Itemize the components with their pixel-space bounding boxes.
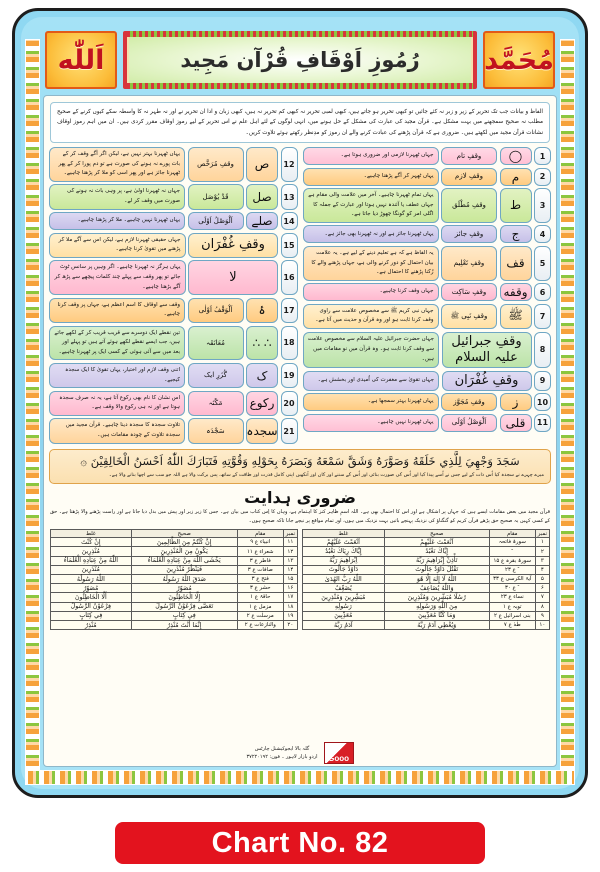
title-plate [123, 31, 477, 89]
waqf-symbol-description: یہاں ٹھہرنا جائز ہے اور نہ ٹھہرنا بھی جائز ہے۔ [303, 225, 439, 243]
symbol-row [303, 246, 552, 281]
surah-number: ۱۴ [283, 565, 297, 574]
waqf-symbol-name: وقفِ غُفْرَان [188, 233, 278, 258]
muhammad-calligraphy: مُحَمَّد [483, 31, 555, 89]
table-row [303, 538, 550, 547]
incorrect-recitation: دَاوُدُ جَالُوتَ [303, 565, 385, 574]
page-title: رُمُوزِ اَوْقَافِ قُرْآن مَجِید [180, 48, 420, 72]
symbol-row-number: 14 [281, 212, 298, 230]
waqf-symbol-glyph: وقفه [500, 283, 532, 301]
waqf-symbol-description: جہاں نہ ٹھہرنا اولیٰ ہے، پر وہی بات نہ ہونے کی صورت میں وقف کر لے۔ [49, 184, 185, 209]
sajda-urdu-translation: میرے چہرے نے سجدہ کیا اُس ذات کے لیے جس نے اُسے پیدا کیا اور اُس کی صورت بنائی اور اُس کے سننے اور کان اور آنکھیں اپنی کامل قدرت اور طاقت کے ساتھ، پس برکت والا ہے اللہ جو سب سے اچھا بنانے والا ہے۔ [108, 471, 544, 478]
symbol-row [49, 391, 298, 416]
correct-recitation: تَقْتُلَ دَاوُدُ جَالُوتَ [384, 565, 489, 574]
waqf-symbol-description: یہاں ٹھہرنا نہیں چاہیے۔ [303, 414, 439, 432]
symbol-row [49, 326, 298, 361]
correct-recitation: إِيَّاكَ نَعْبُدُ [384, 547, 489, 556]
symbol-row [303, 371, 552, 391]
incorrect-recitation: فِرْعَوْنُ الرَّسُولُ [51, 602, 132, 611]
column-header: مقام [489, 530, 535, 538]
waqf-symbol-glyph: ۂ [246, 298, 278, 323]
symbol-row-number: 3 [534, 188, 551, 223]
chart-number-banner [115, 822, 485, 864]
symbol-row [49, 184, 298, 209]
publisher-info [246, 745, 317, 761]
incorrect-recitation: اللّٰهُ رَبُّ الهُدَىٰ [303, 575, 385, 584]
surah-number: ۸ [535, 602, 549, 611]
waqf-symbol-name: وقفِ جائز [441, 225, 497, 243]
incorrect-recitation: آدَمُ رَبَّهُ [303, 620, 385, 629]
table-row [303, 565, 550, 574]
column-header: غلط [303, 530, 385, 538]
table-row [303, 584, 550, 593]
waqf-symbol-glyph: قف [500, 246, 532, 281]
symbol-column-left [49, 147, 298, 444]
waqf-symbol-name: مَکْتَہ [188, 391, 244, 416]
surah-number: ۱۲ [283, 547, 297, 556]
waqf-symbol-description: یہاں تمام ٹھہرنا چاہیے۔ آخر میں علامت والی مقام ہے جہاں عطف یا آئندہ نہیں ہوتا اور عبارت کے جملہ کا اگلی امر کو گونگا چھوڑ دیا جاتا ہے۔ [303, 188, 439, 223]
waqf-symbol-description: یہاں ہرگز نہ ٹھہرنا چاہیے۔ اگر وہیں پر سانس ٹوٹ جائے تو پھر وقف سے پہلے چند کلمات پیچھے سے پڑھ کر آگے بڑھنا چاہیے۔ [49, 260, 186, 295]
surah-number: ۷ [535, 593, 549, 602]
surah-number: ۱۵ [283, 575, 297, 584]
waqf-symbol-name: اَلْوَصْلُ اَوْلَى [441, 414, 497, 432]
incorrect-recitation: إِنْ كُنْتَ [51, 538, 132, 547]
symbol-row-number: 21 [281, 418, 298, 443]
incorrect-recitation: مُبَشِّرِينَ وَمُنْذِرِينَ [303, 593, 385, 602]
surah-number: ۵ [535, 575, 549, 584]
waqf-symbol-name: وقفِ تام [441, 147, 497, 165]
waqf-symbol-glyph: م [500, 168, 532, 186]
surah-number: ۲ [535, 547, 549, 556]
column-header: نمبر [283, 530, 297, 538]
waqf-symbol-name: اَلْوَقْفُ اَوْلٰى [188, 298, 244, 323]
correct-recitation: إِنَّمَا أَنْتَ مُنْذِرُ [131, 620, 237, 629]
symbol-table [49, 147, 551, 444]
poster-frame [12, 8, 588, 798]
symbol-row-number: 1 [534, 147, 551, 165]
waqf-symbol-description: تین نقطے ایک دوسرے سے قریب قریب کر کے لکھے جاتے ہیں، جب ایسے نقطے لکھے ہوئے آتے ہیں تو پہلے اور بعد میں سے آئی ہوئی کے کسی ایک پر ٹھہرنا چاہیے۔ [49, 326, 185, 361]
symbol-row-number: 6 [534, 283, 551, 301]
surah-number: ۱ [535, 538, 549, 547]
surah-number: ۴ [535, 565, 549, 574]
waqf-symbol-name: اَلْوَصْلُ اَوْلَى [188, 212, 244, 230]
symbol-row-number: 15 [281, 233, 298, 258]
correct-recitation: فَيَنْظُرُ مُنْذَرِينَ [131, 565, 237, 574]
symbol-row-number: 12 [281, 147, 298, 182]
waqf-symbol-glyph: ∴ ∴ [246, 326, 278, 361]
table-row [303, 575, 550, 584]
surah-name: سورۃ فاتحہ [489, 538, 535, 547]
waqf-symbol-description: یہاں ٹھہرنا بہتر سمجھا ہے۔ [303, 393, 439, 411]
correct-recitation: اللّٰهُ لَا إِلٰهَ إِلَّا هُوَ [384, 575, 489, 584]
decorative-border-bottom [25, 770, 575, 785]
waqf-symbol-description: تلاوت سجدہ کا سجدہ دینا چاہیے۔ قرآن مجید میں سجدہ تلاوت کے چودہ مقامات ہیں۔ [49, 418, 185, 443]
surah-name: شعراء ع ۱۱ [237, 547, 283, 556]
waqf-symbol-name: وقفِ مُجَوَّز [441, 393, 497, 411]
incorrect-recitation: مُنْذَرِينَ [51, 565, 132, 574]
symbol-row-number: 19 [281, 363, 298, 388]
sajda-dua-box [49, 449, 551, 484]
intro-paragraph: الفاظ و بیانات جب تک تحریر کے زیر و زبر نہ کئے جائیں تو کبھی تحریر ہو جاتے ہیں، کبھی لمبی تحریر نہ کبھی کم تحریر نہ ہیں، کبھی زبان و ادا ان تحریر نے اور نہ طہر نہ کا واسطہ سکے کیوں کرنے کے صحیح مطلب نہ صحیح سمجھنے میں بہت مشکل ہے۔ قرآن مجید کی عبارت کی مشکل کے حل ہونے میں، انہی لوگوں کے لئے اہل علم نے اس تحریر کے لیے رموز اوقاف مقرر کردی ہیں۔ ان میں اہم رموز اوقاف نشانات قرآن مجید میں لکھتے ہیں۔ ضروری ہے کہ قرآن پڑھنے کی عبادت کرنے والے ان رموز کو مدِنظر رکھتے ہوئے تلاوت کریں۔ [50, 102, 550, 143]
correct-recitation: إِنَّ كُنْتُمْ مِنَ الظَّالِمِينَ [131, 538, 237, 547]
symbol-row-number: 5 [534, 246, 551, 281]
waqf-symbol-description: یہ الفاظ ہے کہ ہے تعلیم دینے کے لیے ہے۔ یہ علامت بیان احتمال کو دور کرنے والی ہے، جہاں پڑھنے والے کا رُکنا پڑھنے کا احتمال ہے۔ [303, 246, 439, 281]
symbol-row-number: 17 [281, 298, 298, 323]
surah-name: آیۃ الکرسی ع ۳۳ [489, 575, 535, 584]
symbol-column-right [303, 147, 552, 444]
surah-name: ″ ع ۳۰ [489, 584, 535, 593]
table-row [51, 547, 298, 556]
corrections-table-right [302, 529, 550, 630]
waqf-symbol-name: وقفِ مُطْلَق [441, 188, 497, 223]
surah-name: ″ ع ۲۳ [489, 565, 535, 574]
incorrect-recitation: فِي كِتَابٍ [51, 611, 132, 620]
waqf-symbol-glyph: ﷺ [500, 304, 532, 329]
table-row [303, 547, 550, 556]
publisher-address: اردو بازار لاہور ۔ فون: ۳۷۲۲۰۱۹۲ [246, 754, 318, 760]
decorative-border-right [560, 39, 575, 785]
table-row [51, 556, 298, 565]
waqf-symbol-name: وقفِ لازم [441, 168, 497, 186]
publisher-name: گلہ بالا ایجوکیشنل چارٹس [254, 746, 310, 752]
incorrect-recitation: مُنْذِرُ [51, 620, 132, 629]
waqf-symbol-glyph: سجدہ [246, 418, 278, 443]
surah-number: ۱۳ [283, 556, 297, 565]
waqf-symbol-description: یہاں ٹھہرنا نہیں چاہیے۔ ملا کر پڑھنا چاہیے۔ [49, 212, 185, 230]
waqf-symbol-name: وقفِ نَبِی ﷺ [441, 304, 497, 329]
symbol-row [303, 304, 552, 329]
table-row [303, 611, 550, 620]
incorrect-recitation: مُعَذِّبِينَ [303, 611, 385, 620]
surah-name: مرسلٰت ع ۲ [237, 611, 283, 620]
symbol-row [303, 147, 552, 165]
symbol-row-number: 11 [534, 414, 551, 432]
table-row [51, 565, 298, 574]
symbol-row-number: 7 [534, 304, 551, 329]
waqf-symbol-description: جہاں ٹھہرنا لازمی اور ضروری ہوتا ہے۔ [303, 147, 439, 165]
surah-name: ″ [489, 547, 535, 556]
waqf-symbol-name: مُعَانَقَہ [188, 326, 244, 361]
surah-number: ۱۰ [535, 620, 549, 629]
waqf-symbol-name: وقفِ سَاکِت [441, 283, 497, 301]
waqf-symbol-description: جہاں حضرت جبرائیل علیہ السلام سے مخصوص علامت سے وقف کرنا ثابت ہو۔ وہ قرآن میں نو مقامات میں ہیں۔ [303, 332, 440, 369]
symbol-row-number: 2 [534, 168, 551, 186]
surah-name: بنی اسرائیل ع ۲ [489, 611, 535, 620]
correct-recitation: إِلَّا الْخَاطِئُونَ [131, 593, 237, 602]
table-row [51, 602, 298, 611]
waqf-symbol-glyph: رکوع [246, 391, 278, 416]
incorrect-recitation: إِيَّاكَ رِيَاكَ نَعْبُدُ [303, 547, 385, 556]
surah-number: ۲۰ [283, 620, 297, 629]
surah-name: فاطر ع ۳ [237, 556, 283, 565]
corrections-tables [50, 529, 550, 630]
symbol-row-number: 13 [281, 184, 298, 209]
waqf-symbol-glyph: ◯ [500, 147, 532, 165]
symbol-row [303, 283, 552, 301]
surah-number: ۱۷ [283, 593, 297, 602]
corrections-table-left [50, 529, 298, 630]
correct-recitation: مُصَوِّرُ [131, 584, 237, 593]
waqf-symbol-glyph: لا [188, 260, 278, 295]
waqf-symbol-description: یہاں ٹھہرنا بہتر نہیں ہے، لیکن اگر آگے وقف کر کے بات پورے نہ ہونے کی صورت ہے تو دم پورا کر کے پھر ٹھہرنا جائز ہے اور پھر اسی کو ملا کر پڑھنا چاہیے۔ [49, 147, 185, 182]
correct-recitation: وَاللّٰهُ يُضَاعِفُ [384, 584, 489, 593]
waqf-symbol-name: وقفِ غُفْرَان [442, 371, 532, 391]
symbol-row [303, 188, 552, 223]
incorrect-recitation: مُصَوِّرُ [51, 584, 132, 593]
incorrect-recitation: اَنْعَمْتَ عَلَيْهُمْ [303, 538, 385, 547]
publisher-footer [44, 742, 556, 764]
column-header: مقام [237, 530, 283, 538]
waqf-symbol-glyph: ز [500, 393, 532, 411]
symbol-row-number: 16 [281, 260, 298, 295]
chart-number-label: Chart No. 82 [211, 826, 389, 859]
waqf-symbol-glyph: صلے [246, 212, 278, 230]
incorrect-recitation: اللّٰهُ مِنْ عِبَادِهِ الْعُلَمَاءُ [51, 556, 132, 565]
table-header-row [303, 530, 550, 538]
waqf-symbol-glyph: قلى [500, 414, 532, 432]
correct-recitation: مِنَ اللّٰهِ وَرَسُولِهِ [384, 602, 489, 611]
incorrect-recitation: رَسُولِهِ [303, 602, 385, 611]
symbol-row [303, 332, 552, 369]
hidayat-heading: ضروری ہدایت [244, 488, 356, 508]
symbol-row-number: 9 [534, 371, 551, 391]
surah-number: ۳ [535, 556, 549, 565]
surah-name: فتح ع ۳ [237, 575, 283, 584]
surah-name: نساء ع ۲۳ [489, 593, 535, 602]
symbol-row-number: 10 [534, 393, 551, 411]
surah-name: والنازعات ع ۲ [237, 620, 283, 629]
waqf-symbol-name: قَدْ یُوْصَل [188, 184, 244, 209]
symbol-row [303, 393, 552, 411]
table-row [51, 575, 298, 584]
surah-name: حشر ع ۳ [237, 584, 283, 593]
table-row [51, 584, 298, 593]
incorrect-recitation: اللّٰهُ رَسُولُهُ [51, 575, 132, 584]
correct-recitation: اَنْعَمْتَ عَلَيْهِمْ [384, 538, 489, 547]
allah-calligraphy: اَللّٰه [45, 31, 117, 89]
waqf-symbol-description: جہاں حقیقی ٹھہرنا لازم ہے، لیکن اس سے آگے ملا کر پڑھنے میں تقویٰ کرنا چاہیے۔ [49, 233, 186, 258]
table-row [51, 593, 298, 602]
surah-number: ۶ [535, 584, 549, 593]
waqf-symbol-glyph: ک [246, 363, 278, 388]
waqf-symbol-description: جہاں وقف کرنا چاہیے۔ [303, 283, 439, 301]
incorrect-recitation: أَلَّا الْخَاطِئُونَ [51, 593, 132, 602]
symbol-row [49, 363, 298, 388]
waqf-symbol-name: گُزَرِ ایک [188, 363, 244, 388]
table-row [303, 556, 550, 565]
symbol-row-number: 4 [534, 225, 551, 243]
waqf-symbol-name: وقفِ تَعْلِیم [441, 246, 497, 281]
waqf-symbol-description: جہاں نبی کریم ﷺ سے مخصوص علامت سے راوی وقف کرنا ثابت ہو اور وہ قرآن و حدیث میں آتا ہے۔ [303, 304, 439, 329]
column-header: نمبر [535, 530, 549, 538]
table-row [51, 538, 298, 547]
waqf-symbol-glyph: صل [246, 184, 278, 209]
column-header: صحیح [131, 530, 237, 538]
correct-recitation: رُسُلًا مُبَشِّرِينَ وَمُنْذِرِينَ [384, 593, 489, 602]
incorrect-recitation: يُضَعِّفُ [303, 584, 385, 593]
symbol-row [49, 147, 298, 182]
waqf-symbol-name: سَجْدَہ [188, 418, 244, 443]
correct-recitation: فِي كِتَابٍ [131, 611, 237, 620]
chart-header [45, 29, 555, 91]
correct-recitation: يَخْشَى اللّٰهَ مِنْ عِبَادِهِ الْعُلَمَاءُ [131, 556, 237, 565]
symbol-row [49, 418, 298, 443]
table-row [303, 593, 550, 602]
symbol-row [49, 298, 298, 323]
symbol-row [303, 414, 552, 432]
correct-recitation: وَيُعْطِي آدَمُ رَبَّهُ [384, 620, 489, 629]
symbol-row [49, 260, 298, 295]
table-row [303, 602, 550, 611]
surah-name: مزمل ع ۱ [237, 602, 283, 611]
symbol-row-number: 20 [281, 391, 298, 416]
table-row [51, 611, 298, 620]
content-card [43, 95, 557, 767]
waqf-symbol-description: وقف سے اوقاف کا اسم اعظم ہے، جہاں پر وقف کرنا چاہیے۔ [49, 298, 185, 323]
symbol-row [49, 233, 298, 258]
surah-number: ۱۱ [283, 538, 297, 547]
correct-recitation: تَأْذِنْ إِبْرَاهِيمَ رَبَّهُ [384, 556, 489, 565]
correct-recitation: تَعَصَّى فِرْعَوْنُ الرَّسُولَ [131, 602, 237, 611]
waqf-symbol-description: جہاں تقویٰ سے مغفرت کی اُمیدی اور بخشش ہے۔ [303, 371, 440, 391]
waqf-symbol-name: وقفِ مُرَخَّص [188, 147, 244, 182]
waqf-symbol-glyph: ص [246, 147, 278, 182]
surah-name: توبہ ع ۱ [489, 602, 535, 611]
symbol-row [49, 212, 298, 230]
surah-name: طٰهٰ ع ۷ [489, 620, 535, 629]
waqf-symbol-glyph: ج [500, 225, 532, 243]
surah-number: ۹ [535, 611, 549, 620]
symbol-row [303, 225, 552, 243]
waqf-symbol-description: یہاں ٹھہر کر آگے پڑھنا چاہیے۔ [303, 168, 439, 186]
table-row [51, 620, 298, 629]
surah-number: ۱۸ [283, 602, 297, 611]
surah-name: سورۃ بقرہ ع ۱۵ [489, 556, 535, 565]
symbol-row-number: 18 [281, 326, 298, 361]
incorrect-recitation: اِبْرَاهِيمَ رَبُّهُ [303, 556, 385, 565]
decorative-border-left [25, 39, 40, 785]
publisher-logo: Gooo [324, 742, 354, 764]
symbol-row [303, 168, 552, 186]
incorrect-recitation: مُنْذِرِينَ [51, 547, 132, 556]
waqf-symbol-description: اتنی وقف لازم اور اختیار، یہاں تقویٰ کا ایک سجدہ کیجیے۔ [49, 363, 185, 388]
surah-number: ۱۹ [283, 611, 297, 620]
surah-number: ۱۶ [283, 584, 297, 593]
sajda-arabic: سَجَدَ وَجْهِيَ لِلَّذِي خَلَقَهُ وَصَوَّرَهُ وَشَقَّ سَمْعَهُ وَبَصَرَهُ بِحَوْلِهِ وَقُوَّتِهِ فَتَبَارَكَ اللّٰهُ اَحْسَنُ الْخَالِقِيْنَ ۞ [80, 453, 520, 468]
correct-recitation: صَدَقَ اللّٰهُ رَسُولَهُ [131, 575, 237, 584]
waqf-symbol-glyph: ط [500, 188, 532, 223]
column-header: غلط [51, 530, 132, 538]
hidayat-paragraph: قرآن مجید میں بعض مقامات ایسے ہیں کہ جہاں پر اشکال ہے اور اس کا احتمال بھی ہے۔ اللہ اسمِ ظاہر کنز کا اہتمام ہے، وہاں کا اِس کتاب میں بیان ہے۔ جس کا زیر زبر اور پیش میں بدل دیا جاتا ہے اور راست پڑھنے والا پڑھتا ہے۔ حق کے کسی کہیں یہ صحیح حق پڑھے قرآن کریم کو گنگناؤ کی نزدیک پہنچے باتیں بہت نزدیک میں ہوں، اور تمام مواقع پر نیچے جانا تاکہ صحیح ہوں۔ [50, 509, 550, 525]
waqf-symbol-name: وقفِ جبرائیل علیہ السلام [442, 332, 532, 369]
surah-name: انبیاء ع ۹ [237, 538, 283, 547]
waqf-symbol-description: اس نشان کا نام بھی رکوع آتا ہے، یہ نہ صرف سجدہ ہوتا ہے اور نہ ہی رکوع والا وقف ہے۔ [49, 391, 185, 416]
column-header: صحیح [384, 530, 489, 538]
symbol-row-number: 8 [534, 332, 551, 369]
correct-recitation: يَكُونُ مِنَ الْمُنْذِرِينَ [131, 547, 237, 556]
correct-recitation: وَمَا كُنَّا مُعَذِّبِينَ [384, 611, 489, 620]
surah-name: حاقۃ ع ۱ [237, 593, 283, 602]
table-header-row [51, 530, 298, 538]
surah-name: صافات ع ۳ [237, 565, 283, 574]
table-row [303, 620, 550, 629]
